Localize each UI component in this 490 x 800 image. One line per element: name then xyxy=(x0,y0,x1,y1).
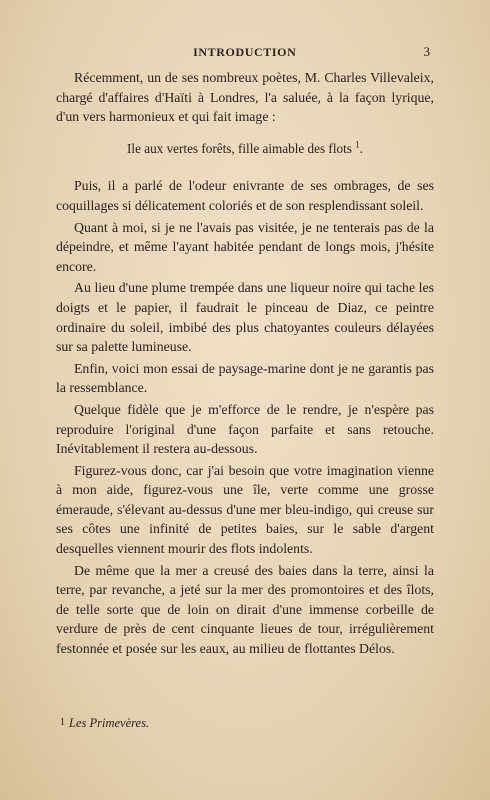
page-body xyxy=(56,68,434,661)
footnote-mark: 1 xyxy=(60,717,65,728)
paragraph-8: De même que la mer a creusé des baies dans la terre, ainsi la terre, par revanche, a jeté sur la mer des promontoires et des îlots, de telle sorte que de loin on dirait d'une immense corbeille de verdure de près de cent cinquante lieues de tour, irrégulièrement festonnée et posée sur les eaux, au milieu de flottantes Délos. xyxy=(56,562,434,657)
paragraph-5: Enfin, voici mon essai de paysage-marine dont je ne garantis pas la ressemblance. xyxy=(56,360,434,396)
paragraph-4: Au lieu d'une plume trempée dans une liqueur noire qui tache les doigts et le papier, il faudrait le pinceau de Diaz, ce peintre ordinaire du soleil, imbibé des plus chatoyantes couleurs délayées sur sa palette lumineuse. xyxy=(56,280,434,355)
page-number: 3 xyxy=(423,44,430,59)
paragraph-6: Quelque fidèle que je m'efforce de le rendre, je n'espère pas reproduire l'original d'une façon parfaite et sans retouche. Inévitablement il restera au-dessous. xyxy=(56,401,434,457)
page-header xyxy=(66,44,430,60)
paragraph-1: Récemment, un de ses nombreux poètes, M. Charles Villevaleix, chargé d'affaires d'Haïti à Londres, l'a saluée, à la façon lyrique, d'un vers harmonieux et qui fait image : xyxy=(56,70,434,125)
paragraph-3: Quant à moi, si je ne l'avais pas visitée, je ne tenterais pas de la dépeindre, et même l'ayant habitée pendant de longs mois, j'hésite encore. xyxy=(56,219,434,274)
verse-text: Ile aux vertes forêts, fille aimable des flots xyxy=(127,140,352,156)
footnote xyxy=(60,716,149,731)
paragraph-2: Puis, il a parlé de l'odeur enivrante de ses ombrages, de ses coquillages si délicatement coloriés et de son resplendissant soleil. xyxy=(56,178,434,213)
footnote-reference: 1 xyxy=(355,139,360,150)
footnote-text: Les Primevères. xyxy=(69,716,150,730)
running-head: INTRODUCTION xyxy=(193,45,297,59)
verse-quote: Ile aux vertes forêts, fille aimable des flots $^1$. xyxy=(127,139,363,156)
paragraph-7: Figurez-vous donc, car j'ai besoin que votre imagination vienne à mon aide, figurez-vous une île, verte comme une grosse émeraude, s'élevant au-dessus d'une mer bleu-indigo, qui creuse sur ses côtes une infinité de petites baies, sur le sable d'argent desquelles viennent mourir des flots indolents. xyxy=(56,462,434,557)
